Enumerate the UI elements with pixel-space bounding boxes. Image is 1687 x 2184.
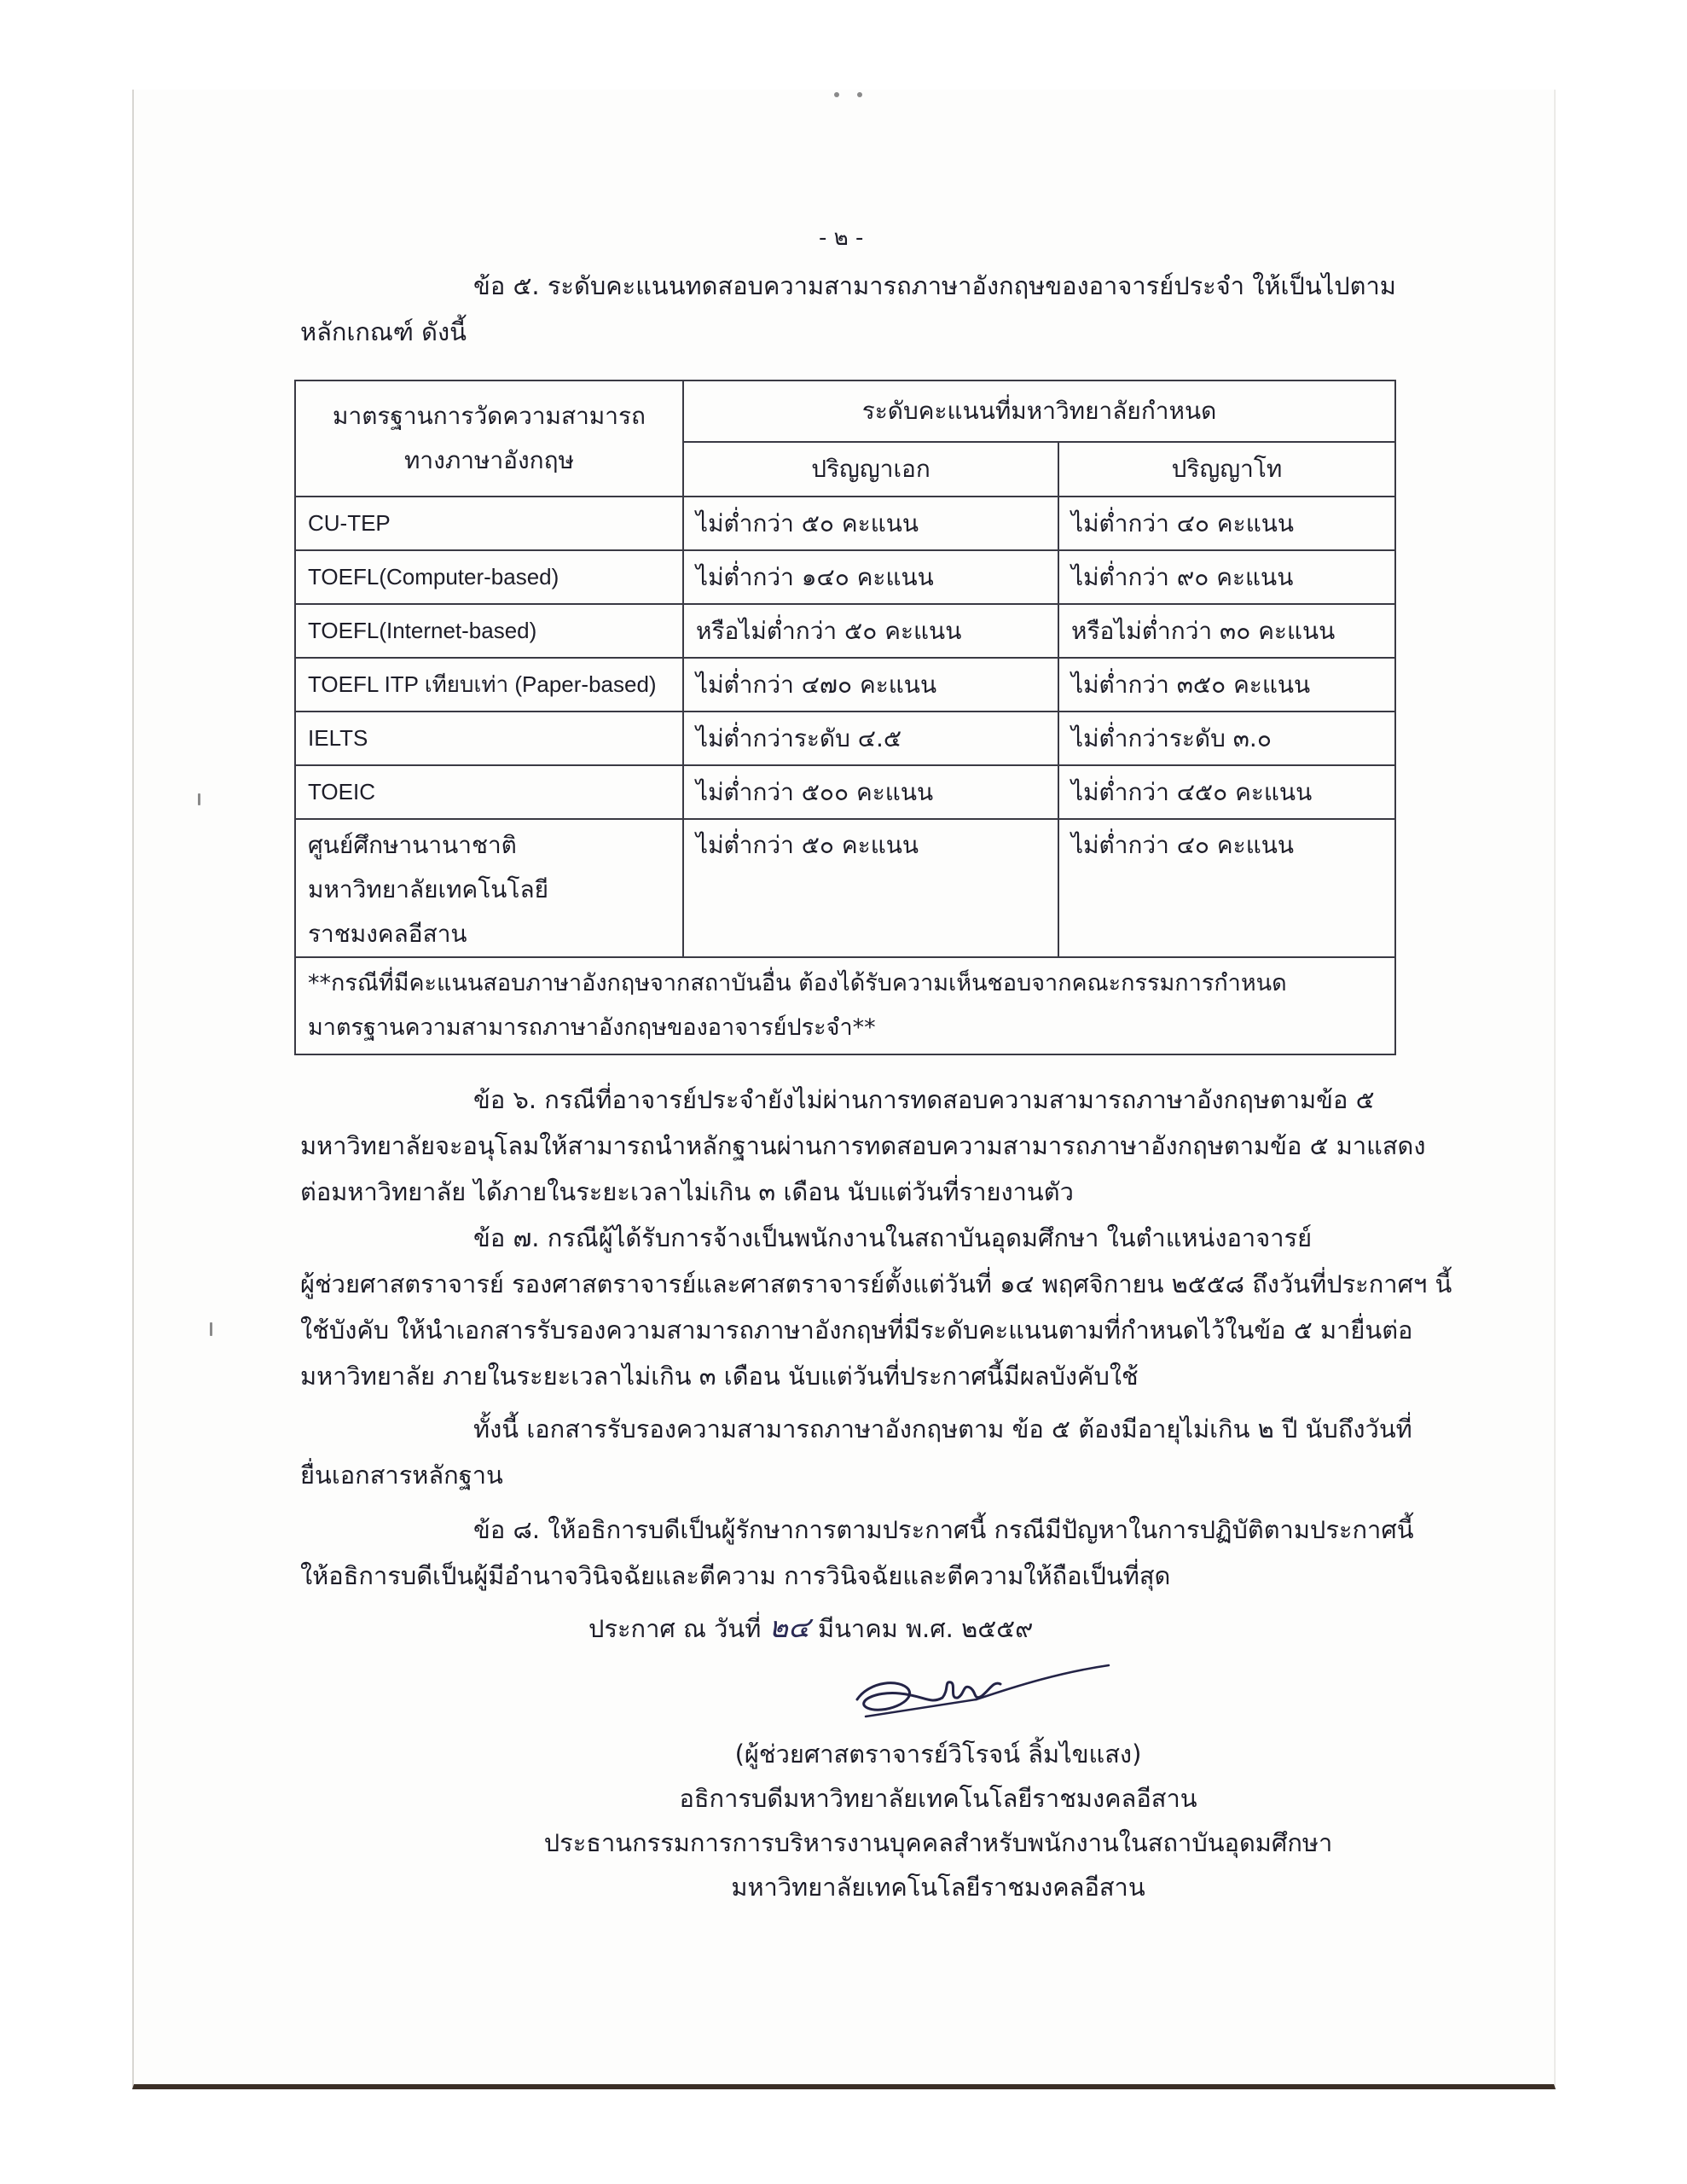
table-note-line2: มาตรฐานความสามารถภาษาอังกฤษของอาจารย์ประจำ** [308, 1014, 876, 1041]
english-standards-table [294, 380, 1396, 1055]
master-score: ไม่ต่ำกว่า ๓๕๐ คะแนน [1058, 658, 1395, 712]
scan-speck [198, 793, 200, 805]
announcement-month-year: มีนาคม พ.ศ. ๒๕๕๙ [817, 1614, 1034, 1643]
exam-name-line1: ศูนย์ศึกษานานาชาติ [308, 831, 517, 859]
doctor-score: ไม่ต่ำกว่า ๕๐๐ คะแนน [683, 765, 1058, 819]
header-level: ระดับคะแนนที่มหาวิทยาลัยกำหนด [683, 380, 1395, 442]
signatory-name: (ผู้ช่วยศาสตราจารย์วิโรจน์ ลิ้มไขแสง) [734, 1740, 1142, 1769]
clause7-line1: ข้อ ๗. กรณีผู้ได้รับการจ้างเป็นพนักงานในสถาบันอุดมศึกษา ในตำแหน่งอาจารย์ [473, 1223, 1313, 1252]
header-standard-line1: มาตรฐานการวัดความสามารถ [333, 402, 646, 430]
clause5-line1: ข้อ ๕. ระดับคะแนนทดสอบความสามารถภาษาอังกฤษของอาจารย์ประจำ ให้เป็นไปตาม [473, 271, 1396, 300]
table-note-row [295, 957, 1395, 1054]
exam-name: IELTS [295, 712, 683, 765]
table-row [295, 819, 1395, 957]
clause8-line2: ให้อธิการบดีเป็นผู้มีอำนาจวินิจฉัยและตีความ การวินิจฉัยและตีความให้ถือเป็นที่สุด [300, 1561, 1171, 1590]
scan-speck [834, 92, 839, 97]
clause6-line3: ต่อมหาวิทยาลัย ได้ภายในระยะเวลาไม่เกิน ๓ เดือน นับแต่วันที่รายงานตัว [300, 1177, 1074, 1206]
announcement-date [588, 1604, 1033, 1650]
table-note-line1: **กรณีที่มีคะแนนสอบภาษาอังกฤษจากสถาบันอื่น ต้องได้รับความเห็นชอบจากคณะกรรมการกำหนด [308, 970, 1287, 996]
table-row [295, 712, 1395, 765]
master-score: ไม่ต่ำกว่า ๔๐ คะแนน [1058, 497, 1395, 550]
doctor-score: ไม่ต่ำกว่า ๔๗๐ คะแนน [683, 658, 1058, 712]
exam-name-line2: มหาวิทยาลัยเทคโนโลยี [308, 875, 549, 903]
announcement-prefix: ประกาศ ณ วันที่ [588, 1614, 762, 1643]
header-doctor: ปริญญาเอก [683, 442, 1058, 497]
table-row [295, 658, 1395, 712]
clause6-line1: ข้อ ๖. กรณีที่อาจารย์ประจำยังไม่ผ่านการทดสอบความสามารถภาษาอังกฤษตามข้อ ๕ [473, 1085, 1375, 1114]
signatory-title3: มหาวิทยาลัยเทคโนโลยีราชมงคลอีสาน [731, 1873, 1145, 1902]
table-row [295, 604, 1395, 658]
validity-line1: ทั้งนี้ เอกสารรับรองความสามารถภาษาอังกฤษตาม ข้อ ๕ ต้องมีอายุไม่เกิน ๒ ปี นับถึงวันที่ [473, 1414, 1412, 1443]
master-score: ไม่ต่ำกว่า ๔๕๐ คะแนน [1058, 765, 1395, 819]
announcement-day: ๒๔ [768, 1611, 810, 1645]
master-score: หรือไม่ต่ำกว่า ๓๐ คะแนน [1058, 604, 1395, 658]
clause7-line4: มหาวิทยาลัย ภายในระยะเวลาไม่เกิน ๓ เดือน นับแต่วันที่ประกาศนี้มีผลบังคับใช้ [300, 1362, 1139, 1391]
table-row [295, 497, 1395, 550]
exam-name: TOEFL ITP เทียบเท่า (Paper-based) [295, 658, 683, 712]
exam-name: TOEFL(Internet-based) [295, 604, 683, 658]
clause8-line1: ข้อ ๘. ให้อธิการบดีเป็นผู้รักษาการตามประกาศนี้ กรณีมีปัญหาในการปฏิบัติตามประกาศนี้ [473, 1515, 1414, 1544]
header-standard [295, 380, 683, 497]
doctor-score: ไม่ต่ำกว่า ๑๔๐ คะแนน [683, 550, 1058, 604]
doctor-score: ไม่ต่ำกว่า ๕๐ คะแนน [683, 497, 1058, 550]
header-standard-line2: ทางภาษาอังกฤษ [403, 446, 575, 474]
clause6-line2: มหาวิทยาลัยจะอนุโลมให้สามารถนำหลักฐานผ่านการทดสอบความสามารถภาษาอังกฤษตามข้อ ๕ มาแสดง [300, 1131, 1426, 1160]
clause7-line2: ผู้ช่วยศาสตราจารย์ รองศาสตราจารย์และศาสตราจารย์ตั้งแต่วันที่ ๑๔ พฤศจิกายน ๒๕๕๘ ถึงวันที่ประกาศฯ นี้ [300, 1269, 1452, 1298]
doctor-score: ไม่ต่ำกว่าระดับ ๔.๕ [683, 712, 1058, 765]
signatory-title1: อธิการบดีมหาวิทยาลัยเทคโนโลยีราชมงคลอีสาน [679, 1784, 1197, 1813]
scan-speck [210, 1322, 212, 1336]
handwritten-signature [849, 1655, 1122, 1728]
master-score: ไม่ต่ำกว่าระดับ ๓.๐ [1058, 712, 1395, 765]
table-header-row [295, 380, 1395, 442]
page-number: - ๒ - [819, 225, 864, 251]
table-row [295, 765, 1395, 819]
table-row [295, 550, 1395, 604]
doctor-score: หรือไม่ต่ำกว่า ๕๐ คะแนน [683, 604, 1058, 658]
validity-line2: ยื่นเอกสารหลักฐาน [300, 1461, 503, 1490]
table-note [295, 957, 1395, 1054]
exam-name: TOEFL(Computer-based) [295, 550, 683, 604]
master-score: ไม่ต่ำกว่า ๙๐ คะแนน [1058, 550, 1395, 604]
exam-name-line3: ราชมงคลอีสาน [308, 920, 467, 948]
signatory-block [512, 1732, 1365, 1909]
exam-name: TOEIC [295, 765, 683, 819]
header-master: ปริญญาโท [1058, 442, 1395, 497]
signatory-title2: ประธานกรรมการการบริหารงานบุคคลสำหรับพนักงานในสถาบันอุดมศึกษา [543, 1828, 1333, 1857]
exam-name [295, 819, 683, 957]
scan-speck [857, 92, 862, 97]
clause5-line2: หลักเกณฑ์ ดังนี้ [300, 317, 467, 346]
clause7-line3: ใช้บังคับ ให้นำเอกสารรับรองความสามารถภาษาอังกฤษที่มีระดับคะแนนตามที่กำหนดไว้ในข้อ ๕ มายื่นต่อ [300, 1316, 1413, 1345]
doctor-score: ไม่ต่ำกว่า ๕๐ คะแนน [683, 819, 1058, 957]
master-score: ไม่ต่ำกว่า ๔๐ คะแนน [1058, 819, 1395, 957]
exam-name: CU-TEP [295, 497, 683, 550]
